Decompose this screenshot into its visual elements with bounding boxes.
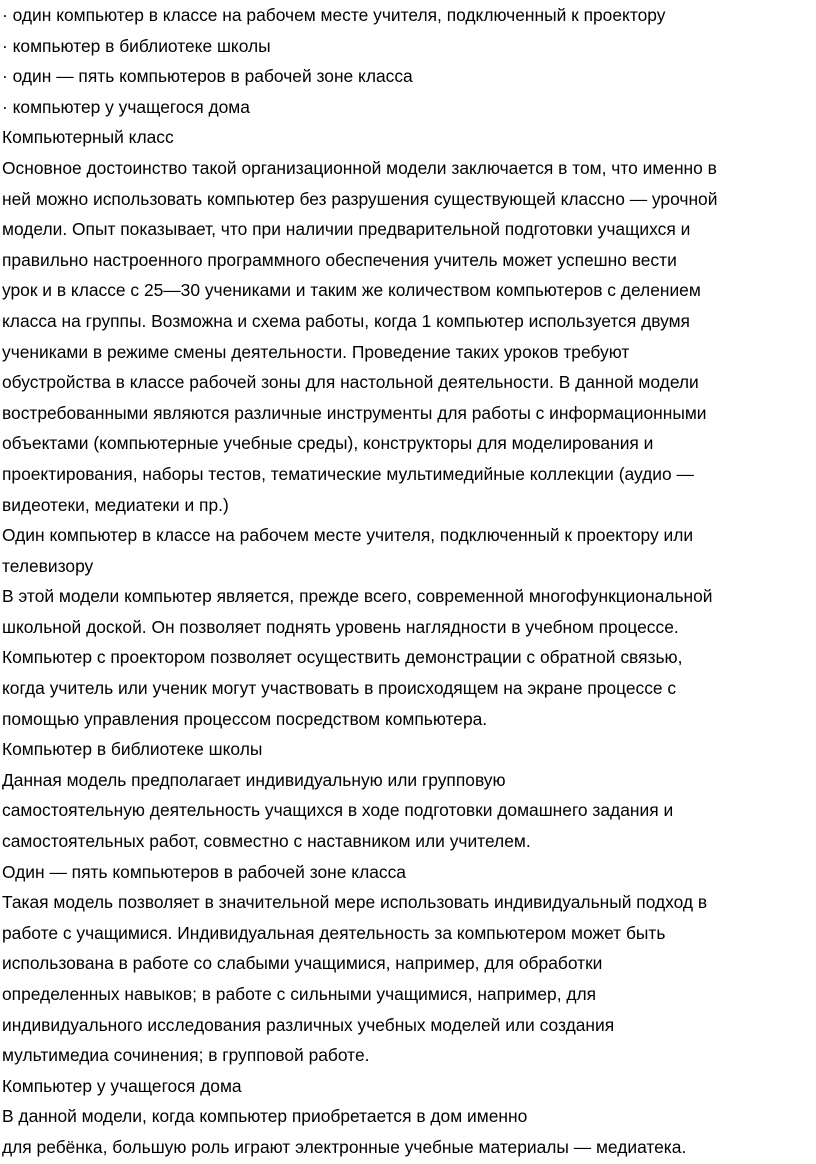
section-heading-classroom-workzone: Один — пять компьютеров в рабочей зоне класса — [2, 861, 406, 882]
paragraph-line: правильно настроенного программного обеспечения учитель может успешно вести — [2, 249, 677, 270]
paragraph-line: обустройства в классе рабочей зоны для настольной деятельности. В данной модели — [2, 372, 699, 393]
paragraph-line: для ребёнка, большую роль играют электронные учебные материалы — медиатека. — [2, 1136, 687, 1157]
paragraph-line: когда учитель или ученик могут участвовать в происходящем на экране процессе с — [2, 678, 677, 699]
paragraph-line: работе с учащимися. Индивидуальная деятельность за компьютером может быть — [2, 922, 666, 943]
paragraph-line: В данной модели, когда компьютер приобретается в дом именно — [2, 1106, 528, 1127]
paragraph-line: Компьютер с проектором позволяет осуществить демонстрации с обратной связью, — [2, 647, 683, 668]
section-heading-teacher-computer-cont: телевизору — [2, 555, 94, 576]
list-item-library-computer: · компьютер в библиотеке школы — [2, 35, 271, 56]
paragraph-line: модели. Опыт показывает, что при наличии предварительной подготовки учащихся и — [2, 219, 691, 240]
paragraph-line: определенных навыков; в работе с сильными учащимися, например, для — [2, 984, 597, 1004]
list-item-teacher-computer: · один компьютер в классе на рабочем месте учителя, подключенный к проектору — [2, 5, 666, 25]
paragraph-line: ней можно использовать компьютер без разрушения существующей классно — урочной — [2, 188, 718, 209]
section-heading-home-computer: Компьютер у учащегося дома — [2, 1075, 242, 1096]
paragraph-line: самостоятельных работ, совместно с наставником или учителем. — [2, 831, 531, 852]
list-item-classroom-workzone: · один — пять компьютеров в рабочей зоне класса — [2, 66, 413, 87]
paragraph-line: самостоятельную деятельность учащихся в ходе подготовки домашнего задания и — [2, 800, 674, 821]
paragraph-line: проектирования, наборы тестов, тематические мультимедийные коллекции (аудио — — [2, 463, 694, 484]
paragraph-line: востребованными являются различные инструменты для работы с информационными — [2, 402, 707, 423]
paragraph-line: Такая модель позволяет в значительной мере использовать индивидуальный подход в — [2, 892, 708, 913]
paragraph-line: В этой модели компьютер является, прежде всего, современной многофункциональной — [2, 586, 713, 607]
paragraph-line: индивидуального исследования различных учебных моделей или создания — [2, 1014, 615, 1035]
paragraph-line: объектами (компьютерные учебные среды), конструкторы для моделирования и — [2, 433, 654, 454]
paragraph-line: помощью управления процессом посредством компьютера. — [2, 708, 488, 729]
section-heading-library-computer: Компьютер в библиотеке школы — [2, 739, 263, 760]
paragraph-line: учениками в режиме смены деятельности. Проведение таких уроков требуют — [2, 341, 630, 362]
paragraph-line: видеотеки, медиатеки и пр.) — [2, 494, 229, 515]
paragraph-line: урок и в классе с 25—30 учениками и таким же количеством компьютеров с делением — [2, 280, 701, 301]
paragraph-line: школьной доской. Он позволяет поднять уровень наглядности в учебном процессе. — [2, 616, 679, 637]
section-heading-teacher-computer: Один компьютер в классе на рабочем месте учителя, подключенный к проектору или — [2, 525, 694, 546]
paragraph-line: использована в работе со слабыми учащимися, например, для обработки — [2, 953, 603, 974]
paragraph-line: класса на группы. Возможна и схема работы, когда 1 компьютер используется двумя — [2, 310, 690, 331]
section-heading-computer-class: Компьютерный класс — [2, 127, 174, 148]
paragraph-line: Данная модель предполагает индивидуальную или групповую — [2, 769, 506, 790]
paragraph-line: Основное достоинство такой организационной модели заключается в том, что именно в — [2, 157, 717, 178]
paragraph-line: мультимедиа сочинения; в групповой работе. — [2, 1045, 370, 1066]
list-item-home-computer: · компьютер у учащегося дома — [2, 96, 250, 117]
